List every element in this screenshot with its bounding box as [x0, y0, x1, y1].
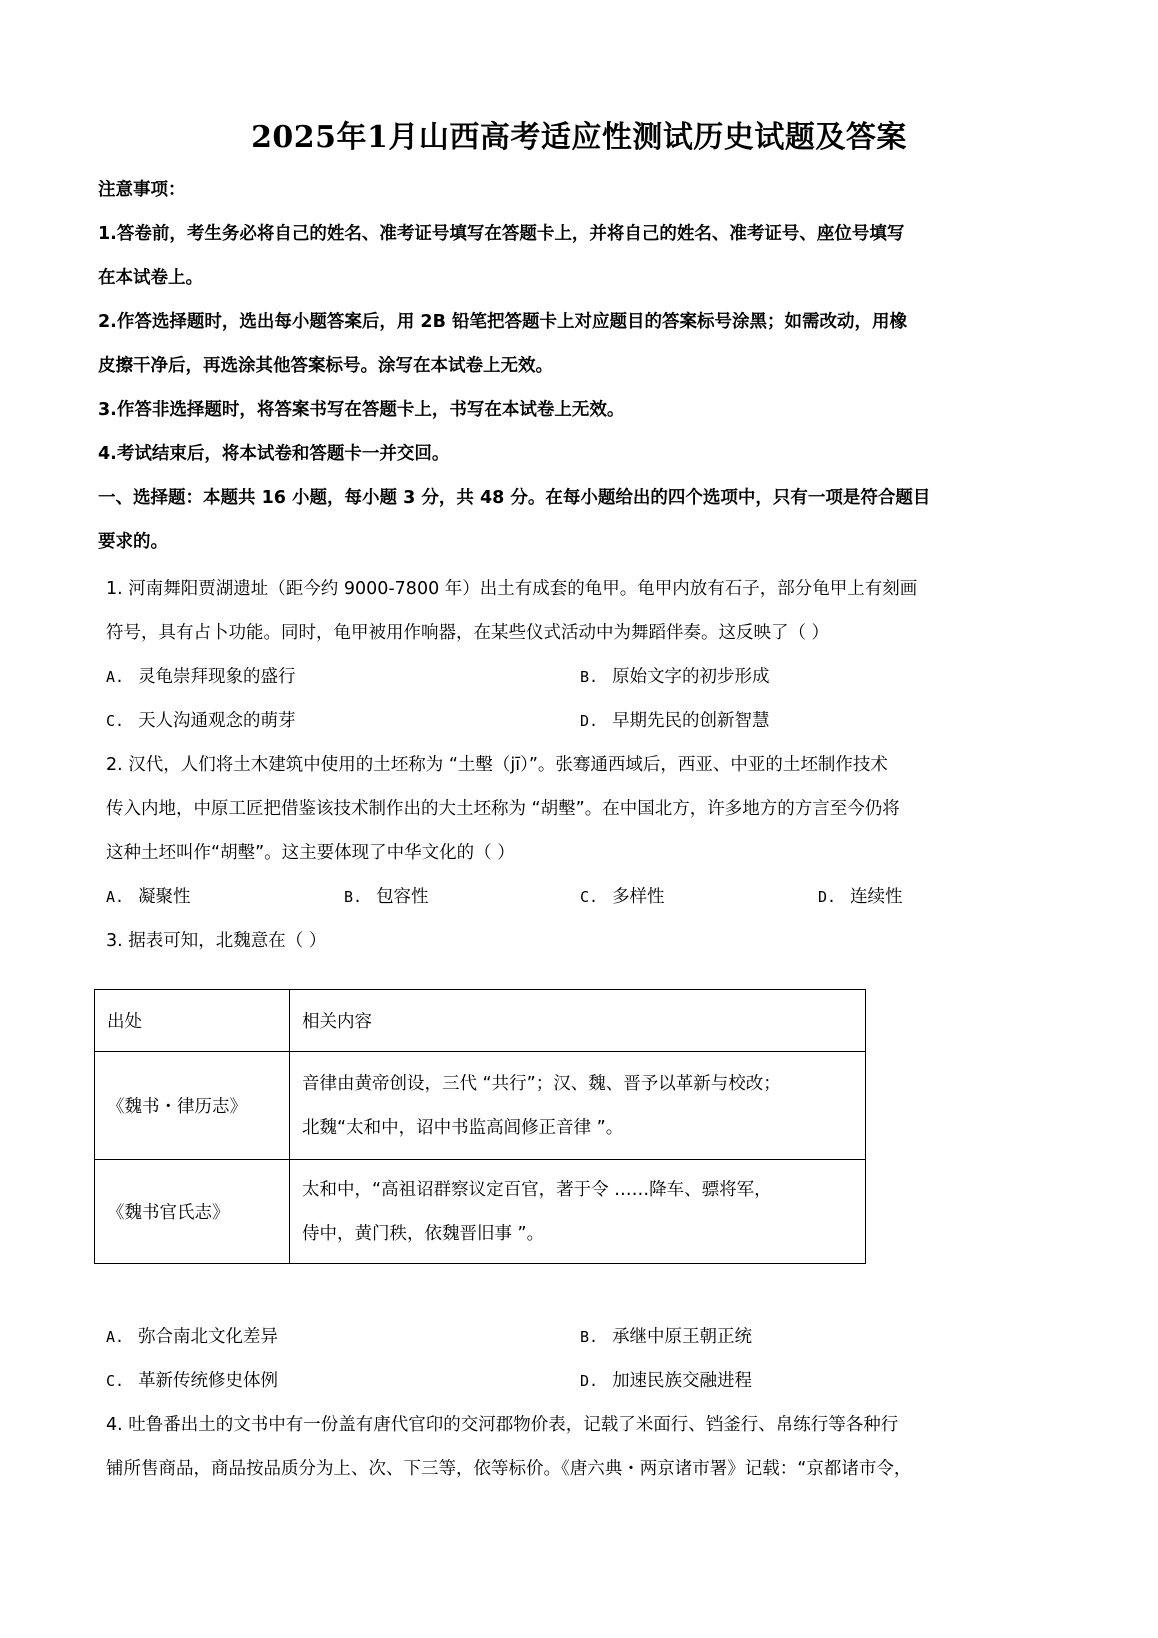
section-heading: 要求的。 — [98, 532, 168, 552]
question-4-stem: 铺所售商品，商品按品质分为上、次、下三等，依等标价。《唐六典・两京诸市署》记载：“京都诸市令， — [106, 1459, 912, 1479]
q1-option-c[interactable]: C. 天人沟通观念的萌芽 — [106, 711, 296, 731]
q3-option-a[interactable]: A. 弥合南北文化差异 — [106, 1327, 279, 1347]
q1-option-d[interactable]: D. 早期先民的创新智慧 — [580, 711, 770, 731]
notice-line: 4.考试结束后，将本试卷和答题卡一并交回。 — [98, 444, 450, 464]
table-cell-line: 音律由黄帝创设，三代 “共行”；汉、魏、晋予以革新与校改； — [302, 1073, 781, 1094]
notice-line: 1.答卷前，考生务必将自己的姓名、准考证号填写在答题卡上，并将自己的姓名、准考证号、座位号填写 — [98, 224, 905, 244]
notice-line: 在本试卷上。 — [98, 268, 203, 288]
question-3-stem: 3. 据表可知，北魏意在（ ） — [106, 931, 327, 951]
table-cell-line: 太和中，“高祖诏群察议定百官，著于令 ……降车、骠将军， — [302, 1179, 772, 1200]
q3-option-b[interactable]: B. 承继中原王朝正统 — [580, 1327, 753, 1347]
notice-line: 3.作答非选择题时，将答案书写在答题卡上，书写在本试卷上无效。 — [98, 400, 625, 420]
table-cell-line: 北魏“太和中，诏中书监高闾修正音律 ”。 — [302, 1117, 624, 1138]
table-cell-content — [290, 1160, 866, 1264]
table-header-source: 出处 — [95, 990, 290, 1052]
question-2-stem: 这种土坯叫作“胡墼”。这主要体现了中华文化的（ ） — [106, 843, 515, 863]
q1-option-a[interactable]: A. 灵龟崇拜现象的盛行 — [106, 667, 296, 687]
notice-line: 皮擦干净后，再选涂其他答案标号。涂写在本试卷上无效。 — [98, 356, 553, 376]
q1-option-b[interactable]: B. 原始文字的初步形成 — [580, 667, 770, 687]
table-cell-source: 《魏书官氏志》 — [95, 1160, 290, 1264]
question-2-stem: 传入内地，中原工匠把借鉴该技术制作出的大土坯称为 “胡墼”。在中国北方，许多地方的方言至今仍将 — [106, 799, 900, 819]
table-row — [95, 1160, 866, 1264]
q2-option-d[interactable]: D. 连续性 — [818, 887, 903, 907]
source-table — [94, 989, 866, 1264]
question-1-stem: 符号，具有占卜功能。同时，龟甲被用作响器，在某些仪式活动中为舞蹈伴奏。这反映了（ ） — [106, 623, 830, 643]
q3-option-c[interactable]: C. 革新传统修史体例 — [106, 1371, 279, 1391]
q2-option-c[interactable]: C. 多样性 — [580, 887, 665, 907]
question-2-stem: 2. 汉代，人们将土木建筑中使用的土坯称为 “土墼（jī）”。张骞通西域后，西亚、中亚的土坯制作技术 — [106, 755, 888, 775]
question-1-stem: 1. 河南舞阳贾湖遗址（距今约 9000-7800 年）出土有成套的龟甲。龟甲内放有石子，部分龟甲上有刻画 — [106, 579, 918, 599]
notice-heading: 注意事项： — [98, 180, 186, 200]
q2-option-a[interactable]: A. 凝聚性 — [106, 887, 191, 907]
section-heading: 一、选择题：本题共 16 小题，每小题 3 分，共 48 分。在每小题给出的四个选项中，只有一项是符合题目 — [98, 488, 931, 508]
q3-option-d[interactable]: D. 加速民族交融进程 — [580, 1371, 753, 1391]
table-cell-content — [290, 1052, 866, 1160]
page-title: 2025年1月山西高考适应性测试历史试题及答案 — [251, 120, 907, 155]
table-header-row — [95, 990, 866, 1052]
table-cell-source: 《魏书・律历志》 — [95, 1052, 290, 1160]
table-row — [95, 1052, 866, 1160]
question-4-stem: 4. 吐鲁番出土的文书中有一份盖有唐代官印的交河郡物价表，记载了米面行、铛釜行、帛练行等各种行 — [106, 1415, 899, 1435]
q2-option-b[interactable]: B. 包容性 — [344, 887, 429, 907]
notice-line: 2.作答选择题时，选出每小题答案后，用 2B 铅笔把答题卡上对应题目的答案标号涂黑；如需改动，用橡 — [98, 312, 908, 332]
table-cell-line: 侍中，黄门秩，依魏晋旧事 ”。 — [302, 1223, 545, 1244]
table-header-content: 相关内容 — [290, 990, 866, 1052]
